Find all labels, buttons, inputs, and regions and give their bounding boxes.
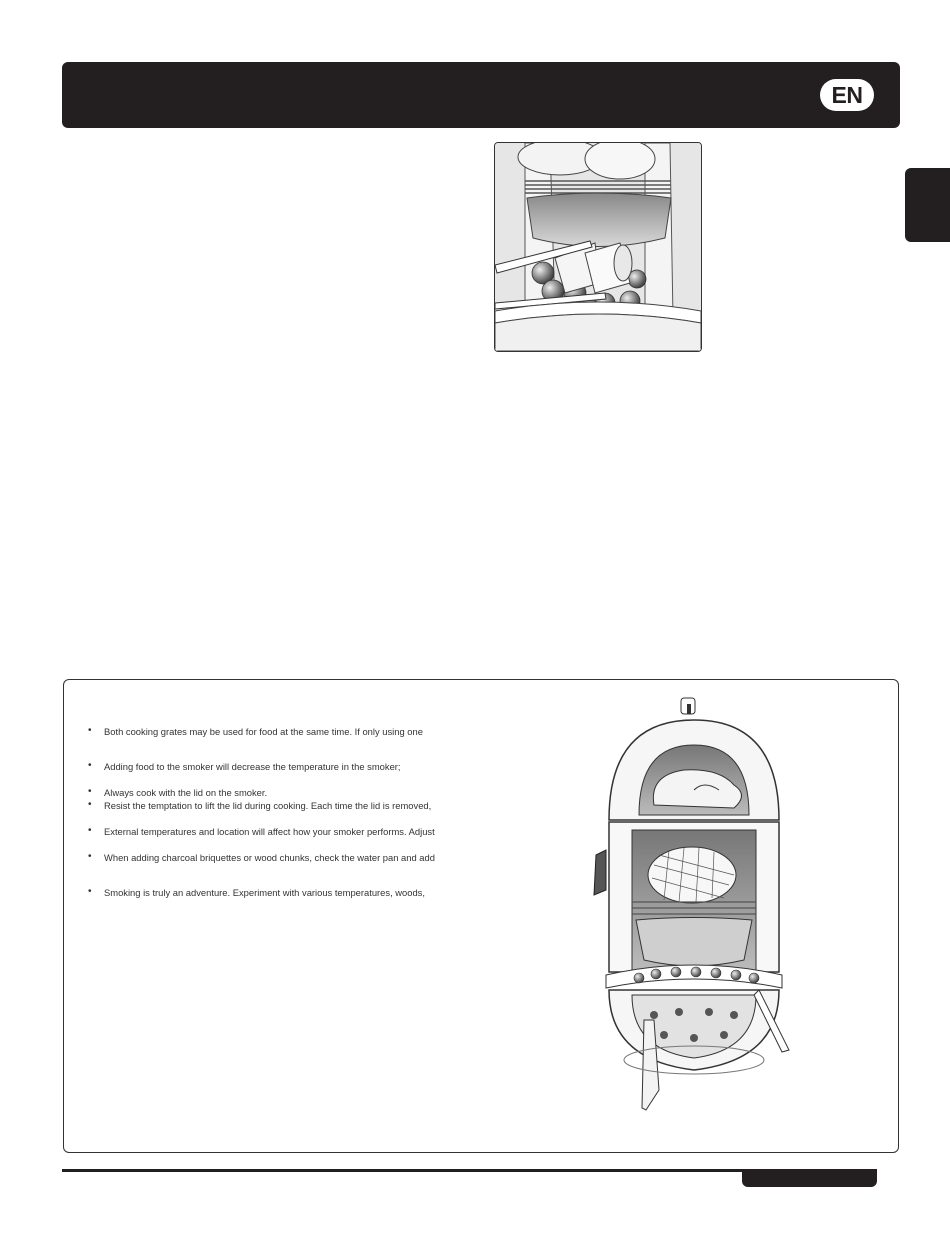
list-item: • Both cooking grates may be used for food at the same time. If only using one bbox=[88, 726, 423, 737]
list-item: • Resist the temptation to lift the lid during cooking. Each time the lid is removed, bbox=[88, 800, 431, 811]
list-item: • External temperatures and location will affect how your smoker performs. Adjust bbox=[88, 826, 435, 837]
header-bar bbox=[62, 62, 900, 128]
footer-page-tab bbox=[742, 1170, 877, 1187]
language-badge: EN bbox=[820, 79, 874, 111]
smoker-cutaway-illustration bbox=[584, 690, 844, 1136]
list-item: • Always cook with the lid on the smoker. bbox=[88, 787, 267, 798]
section-side-tab bbox=[905, 168, 950, 242]
list-item: • Smoking is truly an adventure. Experiment with various temperatures, woods, bbox=[88, 887, 425, 898]
tongs-adding-wood-chunks-illustration bbox=[494, 142, 702, 352]
list-item: • Adding food to the smoker will decrease the temperature in the smoker; bbox=[88, 761, 401, 772]
wood-chunks-illustration-svg bbox=[495, 143, 701, 351]
list-item: • When adding charcoal briquettes or wood chunks, check the water pan and add bbox=[88, 852, 435, 863]
smoking-tips-box bbox=[63, 679, 899, 1153]
